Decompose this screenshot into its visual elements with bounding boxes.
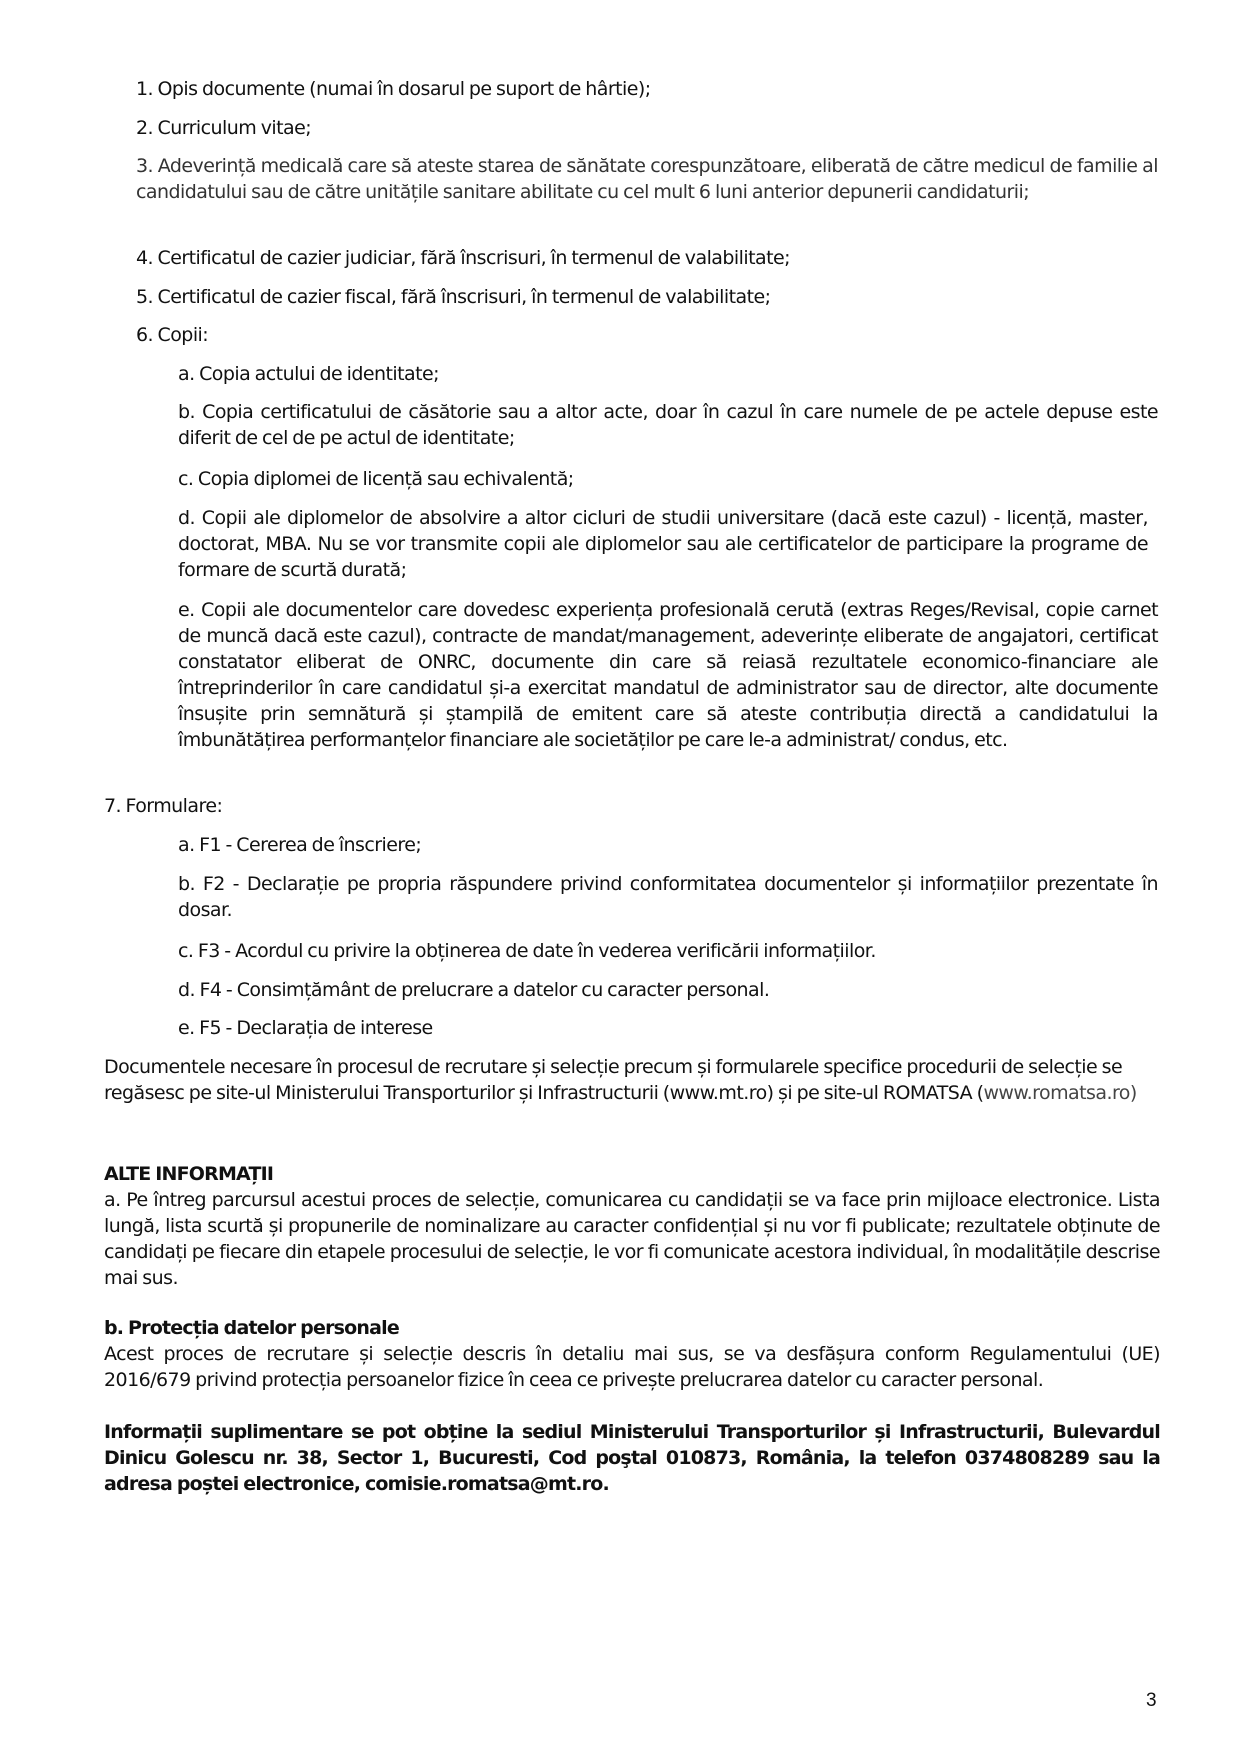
form-item-f3: c. F3 - Acordul cu privire la obținerea de date în vederea verificării informațiilor. xyxy=(178,940,876,962)
form-item-f4: d. F4 - Consimțământ de prelucrare a datelor cu caracter personal. xyxy=(178,979,770,1001)
copies-item-marriage: b. Copia certificatului de căsătorie sau a altor acte, doar în cazul în care numele de pe actele depuse este diferit de cel de pe actul de identitate; xyxy=(178,401,1158,449)
forms-heading: 7. Formulare: xyxy=(104,795,223,817)
list-item-medical: 3. Adeverință medicală care să ateste starea de sănătate corespunzătoare, eliberată de către medicul de familie al candidatului sau de către unitățile sanitare abilitate cu cel mult 6 luni anterior depunerii candidaturii; xyxy=(136,155,1158,203)
copies-item-id: a. Copia actului de identitate; xyxy=(178,363,440,385)
form-item-f2: b. F2 - Declarație pe propria răspundere privind conformitatea documentelor și informațiilor prezentate în dosar. xyxy=(178,873,1158,921)
data-protection-text: Acest proces de recrutare și selecție descris în detaliu mai sus, se va desfășura conform Regulamentului (UE) 2016/679 privind protecția persoanelor fizice în ceea ce privește prelucrarea datelor cu caracter personal. xyxy=(104,1343,1160,1391)
data-protection-heading: b. Protecția datelor personale xyxy=(104,1317,399,1339)
copies-item-other-diplomas: d. Copii ale diplomelor de absolvire a altor cicluri de studii universitare (dacă este cazul) - licență, master, doctorat, MBA. Nu se vor transmite copii ale diplomelor sau ale certificatelor de participare la programe de formare de scurtă durată; xyxy=(178,507,1148,581)
list-item-opis: 1. Opis documente (numai în dosarul pe suport de hârtie); xyxy=(136,78,651,100)
other-info-paragraph-a: a. Pe întreg parcursul acestui proces de selecție, comunicarea cu candidații se va face prin mijloace electronice. Lista lungă, lista scurtă și propunerile de nominalizare au caracter confidențial și nu vor fi publicate; rezultatele obținute de candidați pe fiecare din etapele procesului de selecție, le vor fi comunicate acestora individual, în modalitățile descrise mai sus. xyxy=(104,1189,1160,1289)
list-item-criminal-record: 4. Certificatul de cazier judiciar, fără înscrisuri, în termenul de valabilitate; xyxy=(136,247,790,269)
sites-paragraph-tail: ) xyxy=(1129,1082,1137,1104)
other-info-heading: ALTE INFORMAȚII xyxy=(104,1163,274,1185)
romatsa-link[interactable]: www.romatsa.ro xyxy=(983,1082,1130,1104)
list-item-cv: 2. Curriculum vitae; xyxy=(136,117,312,139)
contact-info: Informații suplimentare se pot obține la sediul Ministerului Transporturilor și Infrastructurii, Bulevardul Dinicu Golescu nr. 38, Sector 1, Bucuresti, Cod poştal 010873, România, la telefon 0374808289 sau la adresa poștei electronice, comisie.romatsa@mt.ro. xyxy=(104,1421,1160,1495)
list-item-copies: 6. Copii: xyxy=(136,324,209,346)
sites-paragraph xyxy=(104,1054,1160,1106)
copies-item-experience: e. Copii ale documentelor care dovedesc experiența profesională cerută (extras Reges/Revisal, copie carnet de muncă dacă este cazul), contracte de mandat/management, adeverințe eliberate de angajatori, certificat constatator eliberat de ONRC, documente din care să reiasă rezultatele economico-financiare ale întreprinderilor în care candidatul și-a exercitat mandatul de administrator sau de director, alte documente însușite prin semnătură și ștampilă de emitent care să ateste contribuția directă a candidatului la îmbunătățirea performanțelor financiare ale societăților pe care le-a administrat/ condus, etc. xyxy=(178,599,1158,751)
form-item-f5: e. F5 - Declarația de interese xyxy=(178,1017,433,1039)
sites-paragraph-text: Documentele necesare în procesul de recrutare și selecție precum și formularele specifice procedurii de selecție se regăsesc pe site-ul Ministerului Transporturilor și Infrastructurii (www.mt.ro) și pe site-ul ROMATSA ( xyxy=(104,1056,1123,1104)
copies-item-diploma: c. Copia diplomei de licență sau echivalentă; xyxy=(178,468,574,490)
page-number: 3 xyxy=(1146,1690,1157,1711)
list-item-fiscal-record: 5. Certificatul de cazier fiscal, fără înscrisuri, în termenul de valabilitate; xyxy=(136,286,771,308)
form-item-f1: a. F1 - Cererea de înscriere; xyxy=(178,834,422,856)
